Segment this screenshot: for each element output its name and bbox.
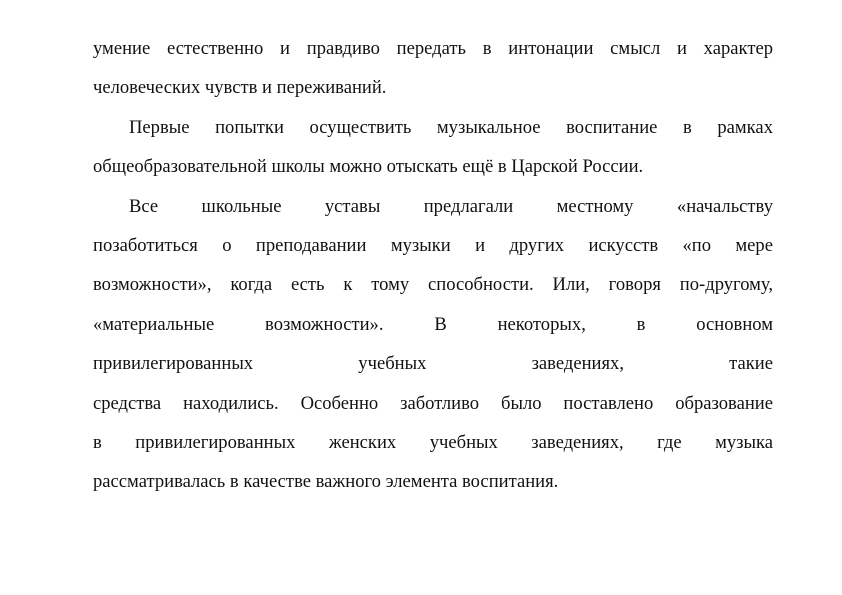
text-line: привилегированных учебных заведениях, такие: [93, 353, 773, 375]
text-line: средства находились. Особенно заботливо было поставлено образование: [93, 392, 773, 414]
text-line: в привилегированных женских учебных заведениях, где музыка: [93, 431, 773, 453]
text-line: позаботиться о преподавании музыки и других искусств «по мере: [93, 234, 773, 256]
text-line: Первые попытки осуществить музыкальное воспитание в рамках: [129, 116, 773, 138]
text-line: «материальные возможности». В некоторых, в основном: [93, 313, 773, 335]
text-line: Все школьные уставы предлагали местному «начальству: [129, 195, 773, 217]
text-line: общеобразовательной школы можно отыскать ещё в Царской России.: [93, 156, 644, 178]
body-text: [93, 29, 773, 502]
text-line: умение естественно и правдиво передать в интонации смысл и характер: [93, 38, 773, 59]
text-line: человеческих чувств и переживаний.: [93, 77, 387, 99]
text-line: возможности», когда есть к тому способности. Или, говоря по-другому,: [93, 274, 773, 296]
text-line: рассматривалась в качестве важного элемента воспитания.: [93, 471, 559, 493]
